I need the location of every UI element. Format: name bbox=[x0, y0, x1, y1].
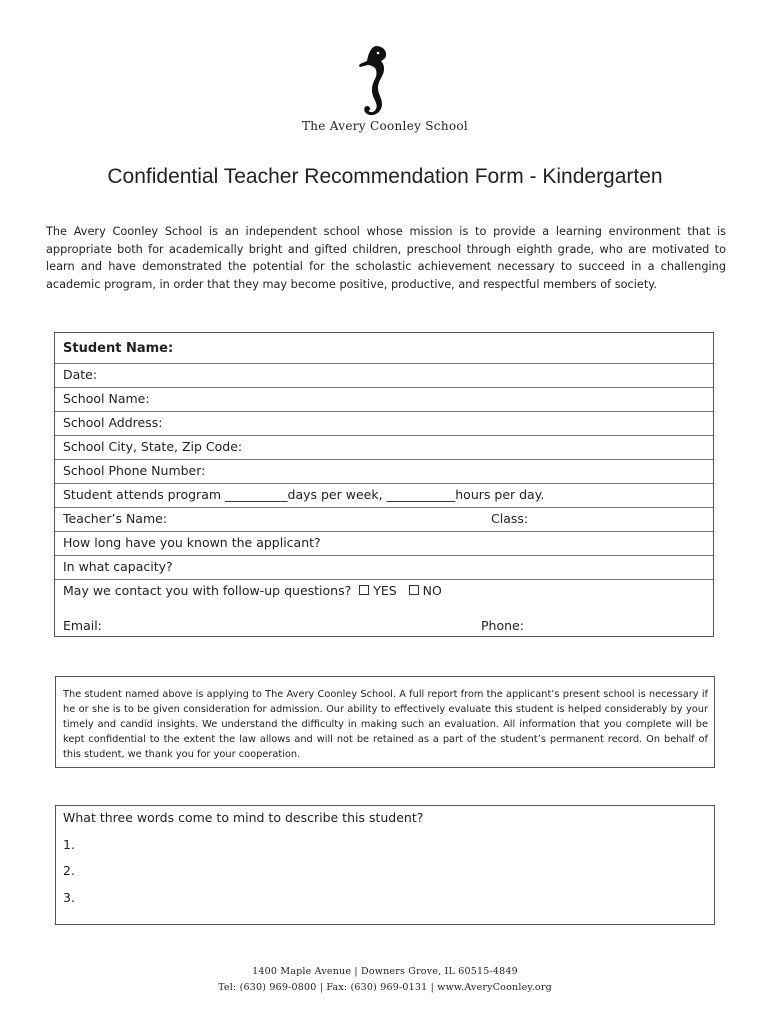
capacity-row[interactable] bbox=[55, 555, 713, 580]
no-label: NO bbox=[422, 583, 442, 598]
school-city-label: School City, State, Zip Code: bbox=[63, 439, 243, 454]
notice-box bbox=[55, 676, 715, 768]
school-phone-row[interactable] bbox=[55, 459, 713, 484]
word-2[interactable]: 2. bbox=[63, 863, 75, 878]
school-address-row[interactable] bbox=[55, 411, 713, 436]
email-label[interactable]: Email: bbox=[63, 618, 102, 633]
school-address-label: School Address: bbox=[63, 415, 163, 430]
seahorse-icon bbox=[356, 44, 392, 120]
school-name-label: School Name: bbox=[63, 391, 150, 406]
student-name-label: Student Name: bbox=[63, 341, 174, 356]
phone-label[interactable]: Phone: bbox=[481, 618, 524, 633]
word-3[interactable]: 3. bbox=[63, 890, 75, 905]
student-name-row[interactable] bbox=[55, 333, 713, 364]
word-1[interactable]: 1. bbox=[63, 837, 75, 852]
teacher-name-row[interactable] bbox=[55, 507, 713, 532]
footer-address: 1400 Maple Avenue | Downers Grove, IL 60515-4849 bbox=[252, 966, 518, 977]
contact-row bbox=[55, 579, 713, 636]
no-checkbox[interactable] bbox=[409, 585, 419, 595]
school-name-row[interactable] bbox=[55, 387, 713, 412]
footer-contact: Tel: (630) 969-0800 | Fax: (630) 969-0131 | www.AveryCoonley.org bbox=[218, 982, 552, 993]
capacity-label: In what capacity? bbox=[63, 559, 173, 574]
notice-text: The student named above is applying to The Avery Coonley School. A full report from the applicant’s present school is necessary if he or she is to be given consideration for admission. Our ability to effectively evaluate this student is helped considerably by your timely and candid insights. We understand the difficulty in making such an evaluation. All information that you complete will be kept confidential to the extent the law allows and will not be retained as a part of the student’s permanent record. On behalf of this student, we thank you for your cooperation. bbox=[63, 689, 708, 760]
attends-program-label: Student attends program __________days per week, ___________hours per day. bbox=[63, 487, 545, 502]
date-row[interactable] bbox=[55, 363, 713, 388]
school-name: The Avery Coonley School bbox=[301, 119, 469, 133]
student-info-box bbox=[54, 332, 714, 637]
form-title: Confidential Teacher Recommendation Form - Kindergarten bbox=[107, 165, 663, 188]
known-duration-row[interactable] bbox=[55, 531, 713, 556]
date-label: Date: bbox=[63, 367, 98, 382]
school-city-row[interactable] bbox=[55, 435, 713, 460]
three-words-question: What three words come to mind to describe this student? bbox=[63, 810, 424, 825]
class-label: Class: bbox=[491, 511, 529, 526]
known-duration-label: How long have you known the applicant? bbox=[63, 535, 321, 550]
school-phone-label: School Phone Number: bbox=[63, 463, 206, 478]
attends-program-row[interactable] bbox=[55, 483, 713, 508]
contact-question-label: May we contact you with follow-up questions? bbox=[63, 583, 352, 598]
mission-statement: The Avery Coonley School is an independent school whose mission is to provide a learning environment that is appropriate both for academically bright and gifted children, preschool through eighth grade, who are motivated to learn and have demonstrated the potential for the scholastic achievement necessary to succeed in a challenging academic program, in order that they may become positive, productive, and respectful members of society. bbox=[46, 225, 726, 291]
yes-label: YES bbox=[373, 583, 397, 598]
yes-checkbox[interactable] bbox=[359, 585, 369, 595]
teacher-name-label: Teacher’s Name: bbox=[63, 511, 168, 526]
contact-question bbox=[63, 583, 442, 598]
three-words-box bbox=[55, 805, 715, 925]
